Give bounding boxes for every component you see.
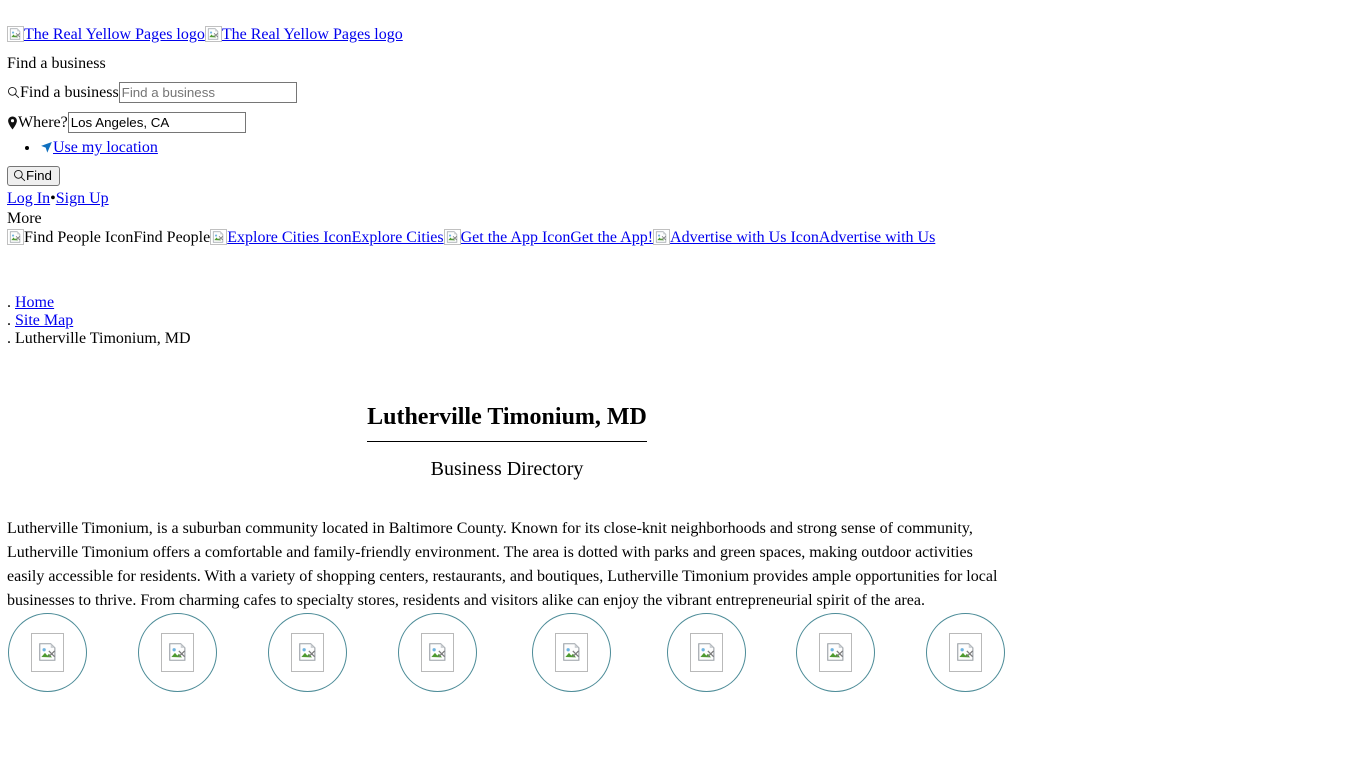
broken-image-icon	[819, 633, 852, 672]
logo-link-primary[interactable]	[7, 26, 205, 43]
category-circle-row	[0, 613, 1366, 759]
business-search-row	[0, 73, 1366, 103]
use-my-location-label: Use my location	[53, 139, 158, 156]
broken-image-icon	[291, 633, 324, 672]
broken-image-icon	[7, 26, 24, 42]
category-circle[interactable]	[8, 613, 87, 692]
nav-item-explore-cities-label: Explore Cities	[351, 229, 444, 247]
more-label[interactable]: More	[7, 210, 42, 228]
find-button-row	[0, 157, 1366, 186]
broken-image-icon	[210, 229, 227, 245]
location-search-label: Where?	[18, 114, 68, 131]
use-my-location-link[interactable]	[40, 139, 158, 156]
utility-nav	[0, 228, 1366, 247]
auth-separator: •	[50, 190, 56, 208]
logo-link-secondary[interactable]	[205, 26, 403, 43]
broken-image-icon	[653, 229, 670, 245]
broken-image-icon	[161, 633, 194, 672]
nav-item-advertise-with-us-label: Advertise with Us	[818, 229, 936, 247]
use-my-location-item[interactable]	[40, 139, 1366, 157]
business-search-label: Find a business	[20, 84, 119, 101]
search-icon	[7, 84, 20, 101]
nav-item-explore-cities-icon-alt: Explore Cities Icon	[227, 229, 352, 247]
map-pin-icon	[7, 114, 18, 131]
logo-alt-text-2: The Real Yellow Pages logo	[221, 26, 403, 43]
nav-item-find-people-label: Find People	[133, 229, 211, 247]
breadcrumb-marker: .	[7, 294, 11, 312]
nav-item-explore-cities[interactable]	[210, 229, 443, 246]
broken-image-icon	[949, 633, 982, 672]
category-circle[interactable]	[796, 613, 875, 692]
search-icon	[13, 168, 26, 183]
breadcrumb-link-site-map[interactable]: Site Map	[15, 312, 74, 330]
nav-item-advertise-with-us[interactable]	[653, 229, 935, 246]
breadcrumb-link-home[interactable]: Home	[15, 294, 55, 312]
broken-image-icon	[690, 633, 723, 672]
auth-row	[0, 186, 1366, 208]
breadcrumb-item-home[interactable]	[7, 294, 1366, 312]
breadcrumb-marker: .	[7, 312, 11, 330]
find-button-label: Find	[26, 168, 52, 183]
breadcrumb-item-current	[7, 330, 1366, 348]
city-description: Lutherville Timonium, is a suburban community located in Baltimore County. Known for its close-knit neighborhoods and strong sense of community, Lutherville Timonium offers a comfortable and family-friendly environment. The area is dotted with parks and green spaces, making outdoor activities easily accessible for residents. With a variety of shopping centers, restaurants, and boutiques, Lutherville Timonium provides ample opportunities for local businesses to thrive. From charming cafes to specialty stores, residents and visitors alike can enjoy the vibrant entrepreneurial spirit of the area.	[7, 520, 998, 610]
category-circle[interactable]	[268, 613, 347, 692]
find-button[interactable]	[7, 166, 60, 186]
search-input[interactable]	[119, 82, 297, 103]
broken-image-icon	[421, 633, 454, 672]
broken-image-icon	[7, 229, 24, 245]
broken-image-icon	[555, 633, 588, 672]
broken-image-icon	[444, 229, 461, 245]
find-a-business-heading: Find a business	[7, 55, 106, 72]
category-circle[interactable]	[667, 613, 746, 692]
broken-image-icon	[31, 633, 64, 672]
nav-item-get-the-app[interactable]	[444, 229, 653, 246]
nav-item-get-the-app-label: Get the App!	[570, 229, 654, 247]
logo-alt-text-1: The Real Yellow Pages logo	[24, 26, 205, 43]
location-search-row	[0, 103, 1366, 133]
logo-row	[0, 0, 1366, 44]
broken-image-icon	[205, 26, 222, 42]
log-in-link[interactable]: Log In	[7, 190, 51, 208]
page-title-block	[0, 348, 1007, 481]
breadcrumb	[0, 247, 1366, 348]
navigation-arrow-icon	[40, 139, 53, 156]
breadcrumb-current-label: Lutherville Timonium, MD	[15, 330, 191, 348]
nav-item-find-people[interactable]	[7, 229, 210, 246]
use-my-location-list	[0, 139, 1366, 157]
category-circle[interactable]	[926, 613, 1005, 692]
breadcrumb-marker: .	[7, 330, 11, 348]
page-title: Lutherville Timonium, MD	[367, 404, 647, 431]
nav-item-advertise-with-us-icon-alt: Advertise with Us Icon	[670, 229, 819, 247]
page-subtitle: Business Directory	[430, 458, 584, 481]
sign-up-link[interactable]: Sign Up	[55, 190, 109, 208]
nav-item-get-the-app-icon-alt: Get the App Icon	[460, 229, 571, 247]
breadcrumb-item-site-map[interactable]	[7, 312, 1366, 330]
category-circle[interactable]	[398, 613, 477, 692]
category-circle[interactable]	[138, 613, 217, 692]
location-input[interactable]	[68, 112, 246, 133]
nav-item-find-people-icon-alt: Find People Icon	[24, 229, 134, 247]
category-circle[interactable]	[532, 613, 611, 692]
